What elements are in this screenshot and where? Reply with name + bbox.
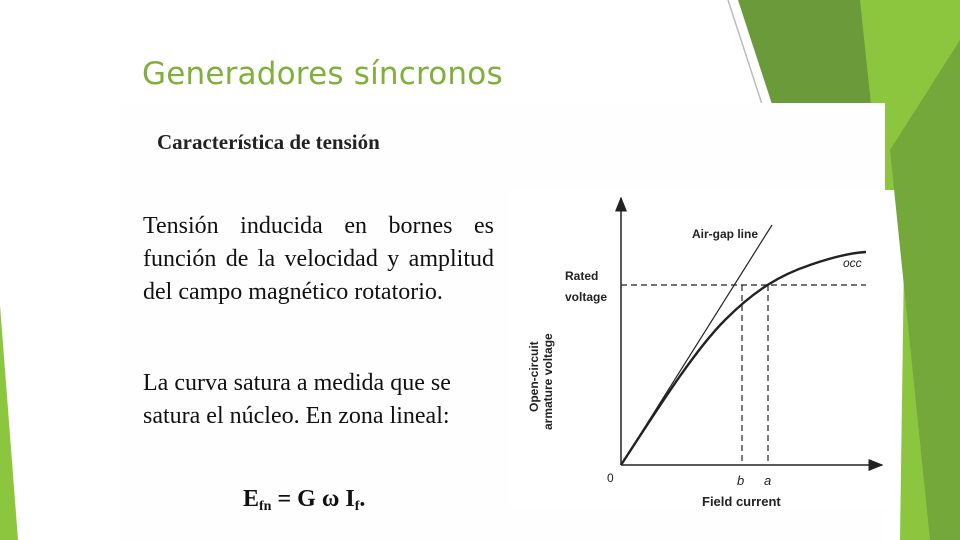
origin-label: 0 — [607, 471, 614, 485]
formula — [243, 486, 365, 515]
a-label: a — [764, 473, 772, 488]
subheading: Característica de tensión — [157, 130, 380, 154]
b-label: b — [737, 473, 745, 488]
formula-e-subscript: fn — [259, 499, 272, 514]
occ-curve-label: occ — [843, 256, 862, 270]
rated-voltage-label-line2: voltage — [565, 290, 608, 304]
paragraph-induced-voltage: Tensión inducida en bornes es función de la velocidad y amplitud del campo magnético rotatorio. — [143, 213, 494, 305]
x-axis-label: Field current — [702, 494, 781, 508]
slide-title: Generadores síncronos — [142, 56, 503, 92]
left-green-accent — [0, 305, 18, 540]
y-axis-label-line2: armature voltage — [541, 333, 555, 430]
formula-end: . — [359, 486, 366, 512]
formula-e: E — [243, 486, 260, 512]
formula-middle: = G ω I — [271, 486, 355, 512]
paragraph-saturation: La curva satura a medida que se satura el núcleo. En zona lineal: — [143, 370, 451, 429]
air-gap-line-label: Air-gap line — [692, 227, 759, 241]
occ-curve — [621, 252, 866, 465]
rated-voltage-label-line1: Rated — [565, 269, 599, 283]
y-axis-label-line1: Open-circuit — [527, 341, 541, 412]
occ-figure — [510, 190, 886, 508]
occ-figure-svg — [510, 190, 886, 508]
formula-i-subscript: f — [354, 499, 360, 514]
